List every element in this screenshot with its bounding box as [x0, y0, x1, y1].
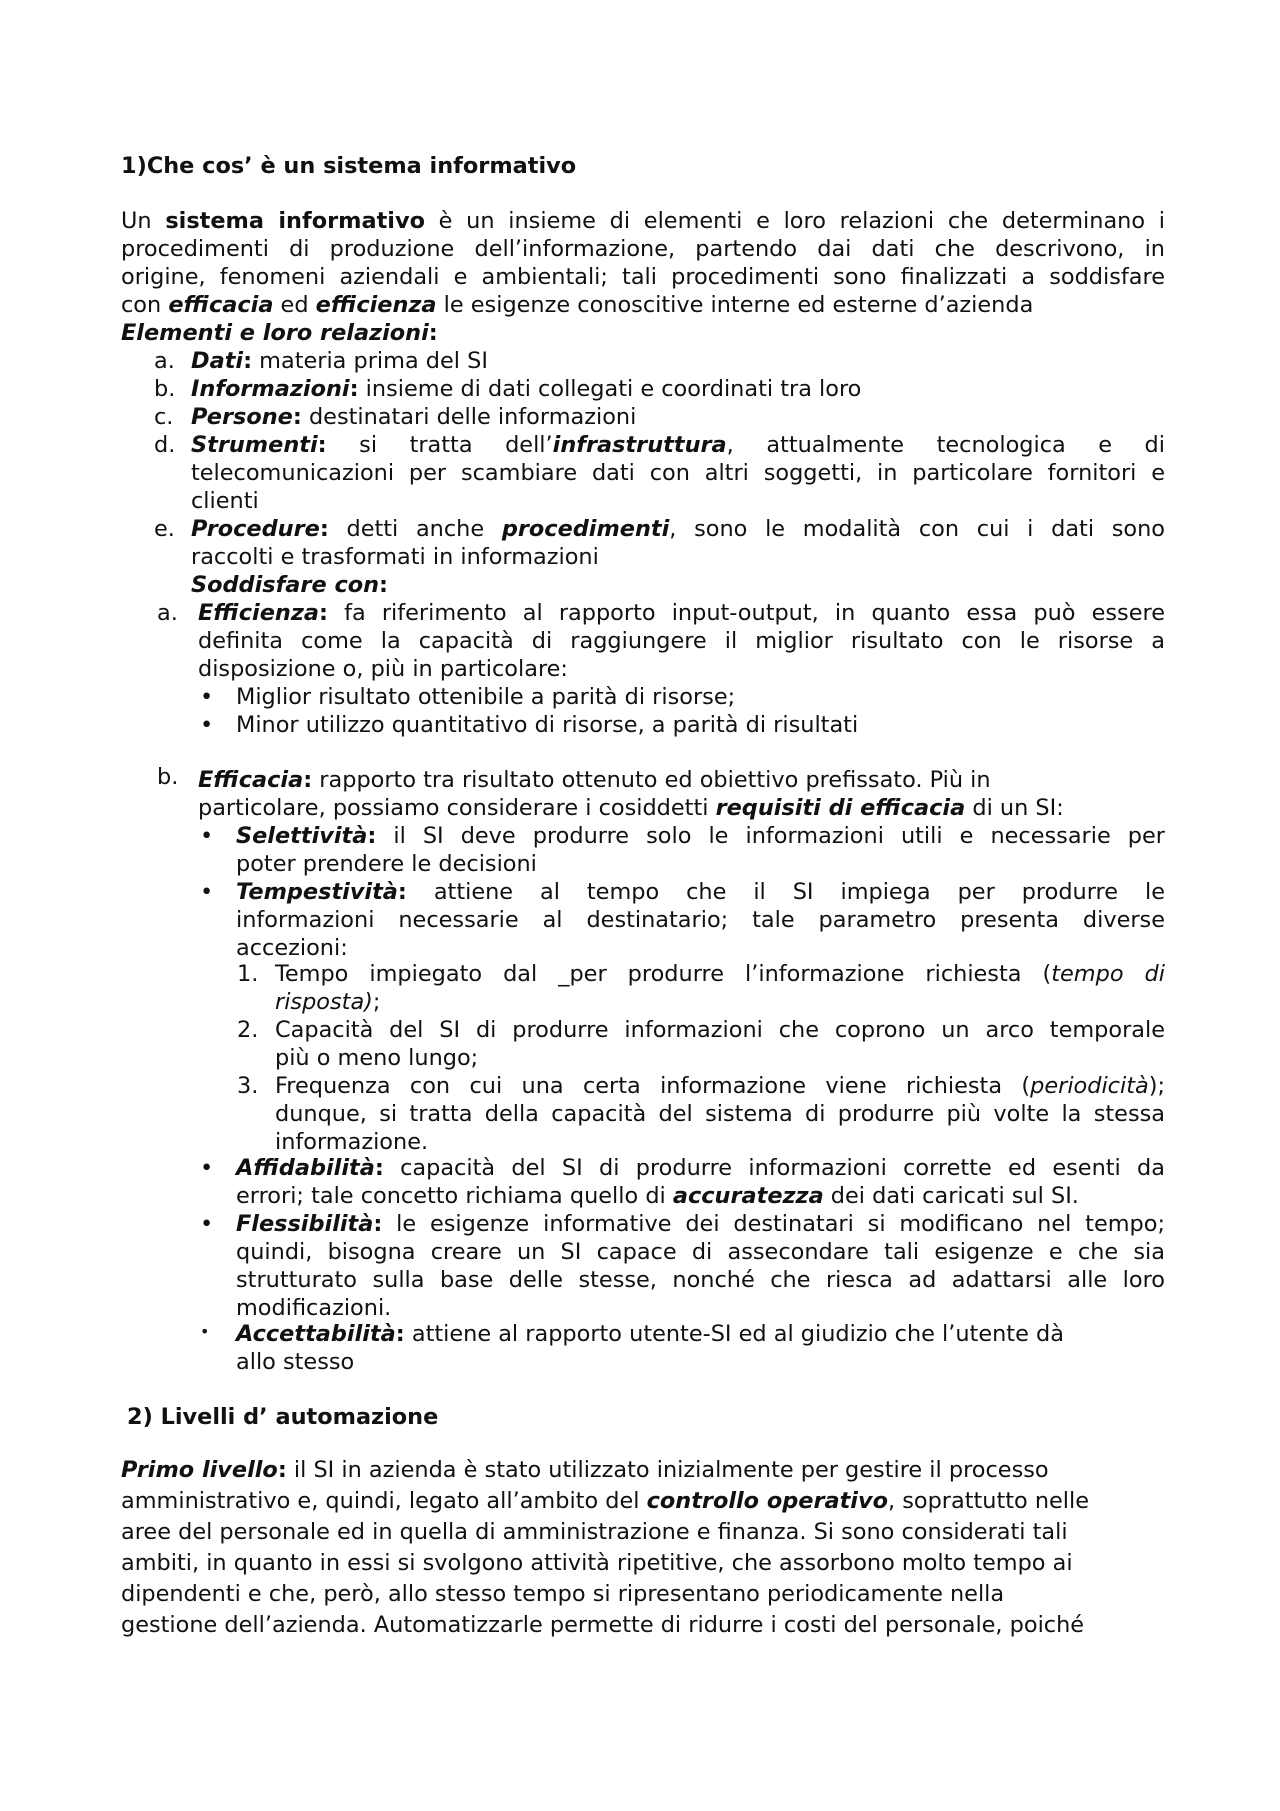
bullet-icon: •	[200, 684, 214, 710]
bullet-item: Affidabilità: capacità del SI di produrre informazioni corrette ed esenti da	[236, 1155, 1165, 1181]
bullet-icon: •	[200, 1322, 210, 1341]
bullet-item-line: poter prendere le decisioni	[236, 851, 537, 877]
list-marker: 2.	[237, 1017, 259, 1043]
list-item-line: telecomunicazioni per scambiare dati con altri soggetti, in particolare fornitori e	[191, 460, 1165, 486]
bullet-item: Minor utilizzo quantitativo di risorse, a parità di risultati	[236, 712, 859, 738]
list-marker: b.	[157, 764, 179, 790]
bullet-item-line: accezioni:	[236, 935, 348, 961]
list-marker: a.	[157, 600, 178, 626]
bullet-item: Selettività: il SI deve produrre solo le informazioni utili e necessarie per	[236, 823, 1165, 849]
bullet-item-line: errori; tale concetto richiama quello di accuratezza dei dati caricati sul SI.	[236, 1183, 1079, 1209]
list-item-line: più o meno lungo;	[275, 1045, 479, 1071]
bullet-item: Flessibilità: le esigenze informative dei destinatari si modificano nel tempo;	[236, 1211, 1165, 1237]
paragraph-line: gestione dell’azienda. Automatizzarle permette di ridurre i costi del personale, poiché	[121, 1612, 1085, 1638]
list-marker: d.	[154, 432, 176, 458]
list-item: Frequenza con cui una certa informazione viene richiesta (periodicità);	[275, 1073, 1165, 1099]
subsection-title: Soddisfare con:	[191, 572, 389, 598]
list-marker: e.	[154, 516, 175, 542]
bullet-item-line: quindi, bisogna creare un SI capace di assecondare tali esigenze e che sia	[236, 1239, 1165, 1265]
list-marker: 3.	[237, 1073, 259, 1099]
bullet-icon: •	[200, 879, 214, 905]
paragraph-line: procedimenti di produzione dell’informazione, partendo dai dati che descrivono, in	[121, 236, 1165, 262]
bullet-icon: •	[200, 823, 214, 849]
paragraph-line: amministrativo e, quindi, legato all’ambito del controllo operativo, soprattutto nelle	[121, 1488, 1090, 1514]
list-item: Procedure: detti anche procedimenti, sono le modalità con cui i dati sono	[191, 516, 1165, 542]
bullet-icon: •	[200, 1211, 214, 1237]
paragraph-line: Primo livello: il SI in azienda è stato utilizzato inizialmente per gestire il processo	[121, 1457, 1049, 1483]
bullet-icon: •	[200, 1155, 214, 1181]
list-item-line: clienti	[191, 488, 259, 514]
list-item: Strumenti: si tratta dell’infrastruttura, attualmente tecnologica e di	[191, 432, 1165, 458]
list-item: Dati: materia prima del SI	[191, 348, 488, 374]
section-heading: 1)Che cos’ è un sistema informativo	[121, 153, 577, 179]
paragraph-line: dipendenti e che, però, allo stesso tempo si ripresentano periodicamente nella	[121, 1581, 1005, 1607]
bullet-item: Tempestività: attiene al tempo che il SI impiega per produrre le	[236, 879, 1165, 905]
bullet-icon: •	[200, 712, 214, 738]
bullet-item: Miglior risultato ottenibile a parità di risorse;	[236, 684, 736, 710]
list-item-line: disposizione o, più in particolare:	[198, 656, 568, 682]
list-marker: 1.	[237, 961, 259, 987]
list-item-line: dunque, si tratta della capacità del sistema di produrre più volte la stessa	[275, 1101, 1165, 1127]
list-item-line: particolare, possiamo considerare i cosiddetti requisiti di efficacia di un SI:	[198, 795, 1064, 821]
bullet-item-line: informazioni necessarie al destinatario; tale parametro presenta diverse	[236, 907, 1165, 933]
list-marker: a.	[154, 348, 175, 374]
list-marker: b.	[154, 376, 176, 402]
list-item: Efficienza: fa riferimento al rapporto input-output, in quanto essa può essere	[198, 600, 1165, 626]
section-heading: 2) Livelli d’ automazione	[127, 1404, 439, 1430]
list-item-line: definita come la capacità di raggiungere il miglior risultato con le risorse a	[198, 628, 1165, 654]
list-marker: c.	[154, 404, 174, 430]
list-item: Capacità del SI di produrre informazioni che coprono un arco temporale	[275, 1017, 1165, 1043]
paragraph-line: origine, fenomeni aziendali e ambientali; tali procedimenti sono finalizzati a soddisfare	[121, 264, 1165, 290]
paragraph-line: aree del personale ed in quella di amministrazione e finanza. Si sono considerati tali	[121, 1519, 1068, 1545]
list-item-line: risposta);	[275, 989, 381, 1015]
bullet-item-line: strutturato sulla base delle stesse, nonché che riesca ad adattarsi alle loro	[236, 1267, 1165, 1293]
paragraph-line: Un sistema informativo è un insieme di elementi e loro relazioni che determinano i	[121, 208, 1165, 234]
list-item: Efficacia: rapporto tra risultato ottenuto ed obiettivo prefissato. Più in	[198, 767, 991, 793]
list-item: Tempo impiegato dal _per produrre l’informazione richiesta (tempo di	[275, 961, 1165, 987]
list-item-line: informazione.	[275, 1129, 429, 1155]
subsection-title: Elementi e loro relazioni:	[121, 320, 438, 346]
bullet-item-line: allo stesso	[236, 1349, 355, 1375]
list-item-line: raccolti e trasformati in informazioni	[191, 544, 599, 570]
paragraph-line: con efficacia ed efficienza le esigenze conoscitive interne ed esterne d’azienda	[121, 292, 1034, 318]
paragraph-line: ambiti, in quanto in essi si svolgono attività ripetitive, che assorbono molto tempo ai	[121, 1550, 1073, 1576]
bullet-item-line: modificazioni.	[236, 1295, 392, 1321]
list-item: Persone: destinatari delle informazioni	[191, 404, 637, 430]
bullet-item: Accettabilità: attiene al rapporto utente-SI ed al giudizio che l’utente dà	[236, 1321, 1064, 1347]
list-item: Informazioni: insieme di dati collegati e coordinati tra loro	[191, 376, 862, 402]
